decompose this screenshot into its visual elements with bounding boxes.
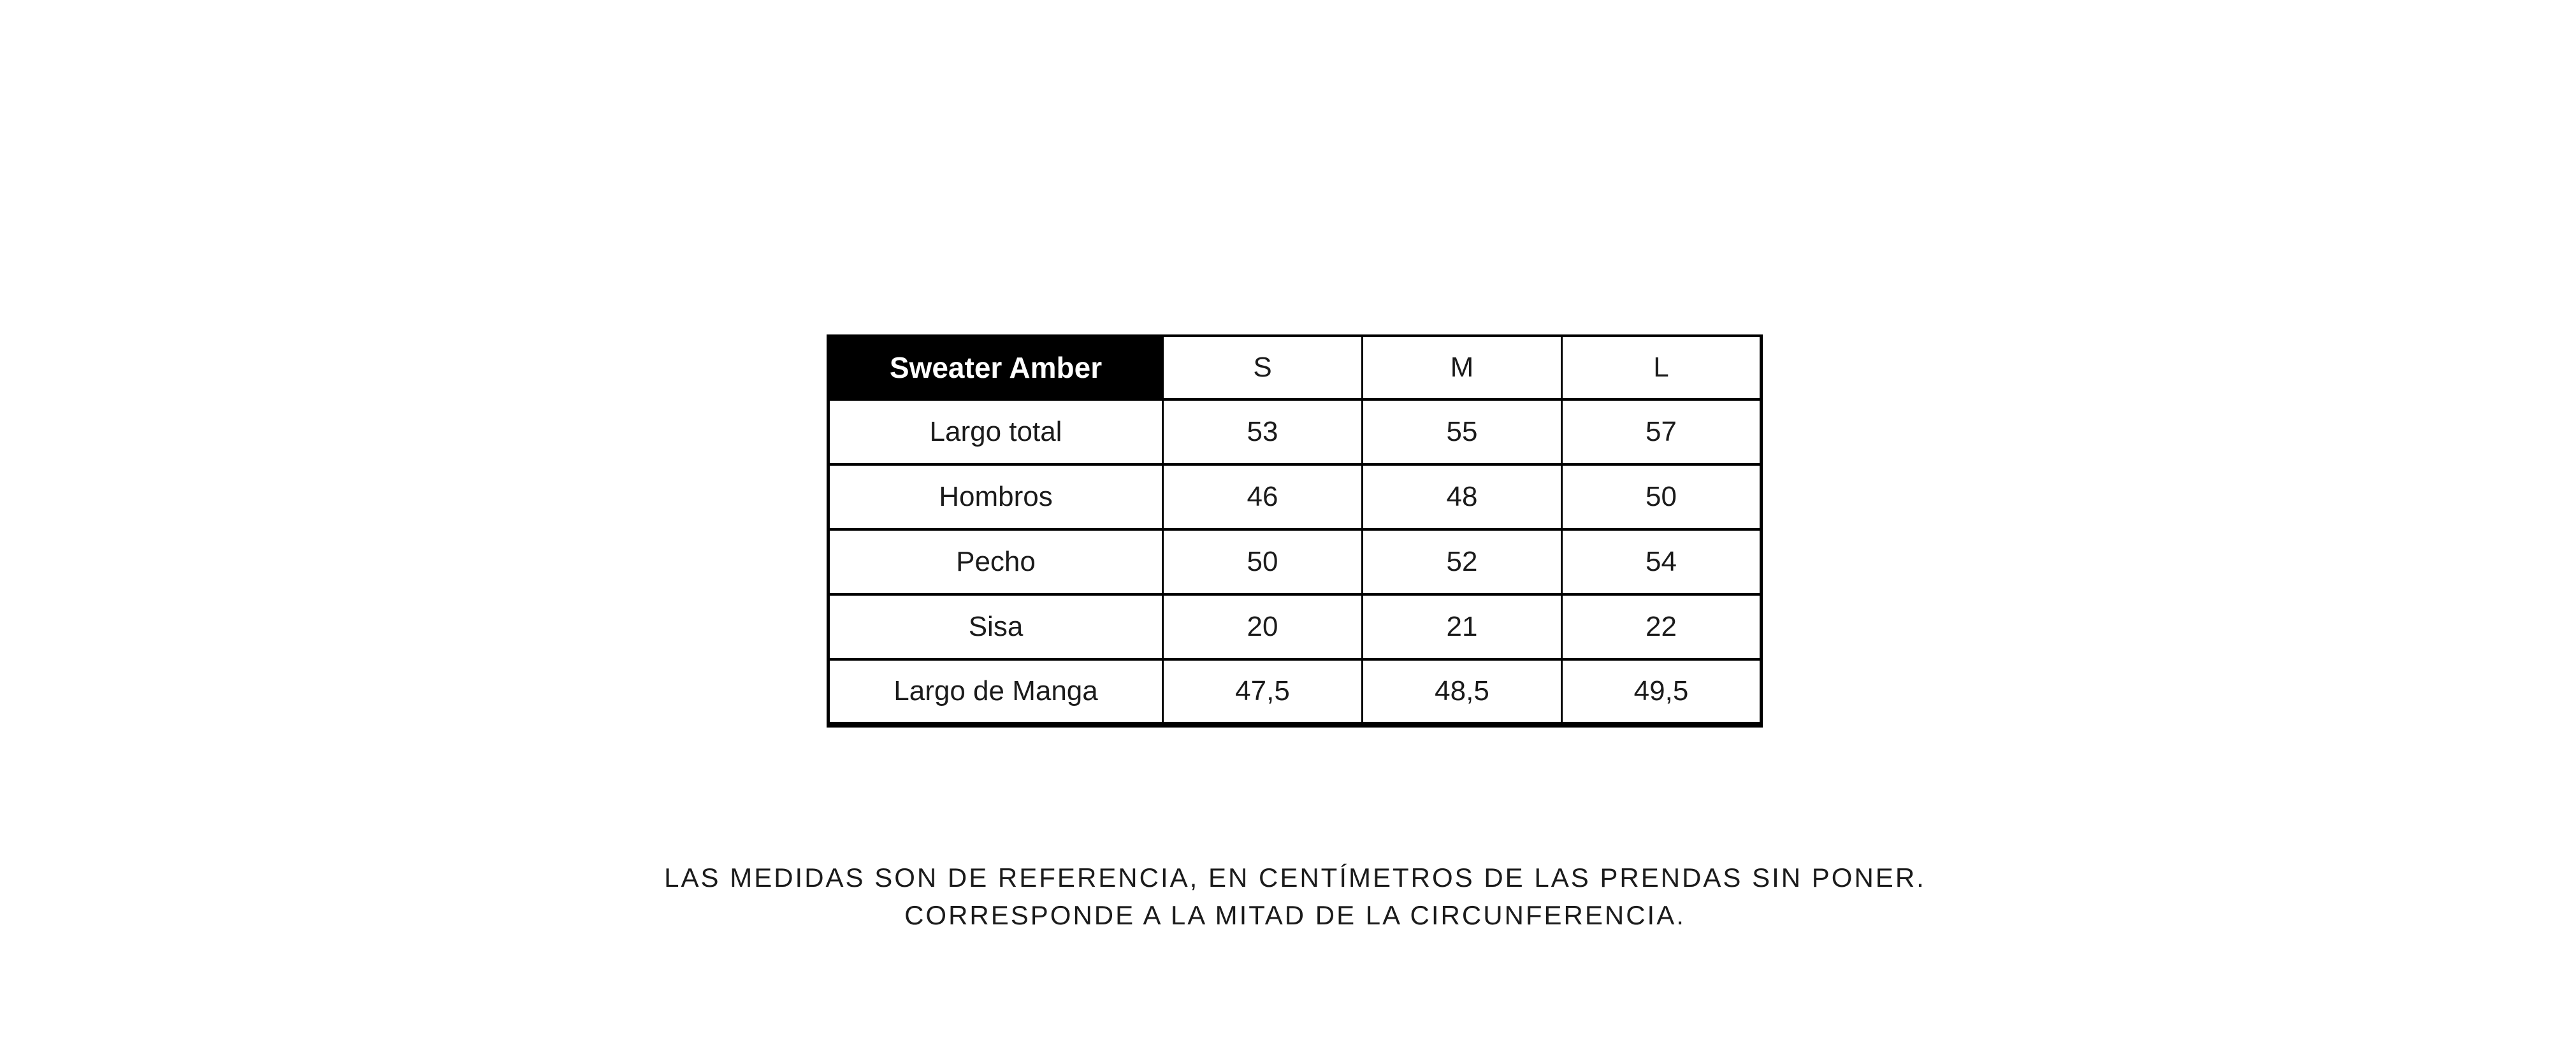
- size-chart-table: [827, 334, 1763, 728]
- measure-value-s: 50: [1163, 529, 1363, 594]
- measure-value-m: 21: [1363, 594, 1562, 659]
- measure-label: Hombros: [829, 464, 1163, 529]
- measure-value-l: 22: [1562, 594, 1762, 659]
- measure-value-s: 20: [1163, 594, 1363, 659]
- header-row: [829, 336, 1762, 399]
- measure-value-m: 48,5: [1363, 659, 1562, 724]
- table-row-sisa: [829, 594, 1762, 659]
- size-header-s: S: [1163, 336, 1363, 399]
- measure-value-s: 46: [1163, 464, 1363, 529]
- measure-value-s: 53: [1163, 399, 1363, 464]
- measure-value-m: 52: [1363, 529, 1562, 594]
- measure-value-l: 54: [1562, 529, 1762, 594]
- measure-value-l: 57: [1562, 399, 1762, 464]
- measure-value-m: 48: [1363, 464, 1562, 529]
- measurement-note: [7, 859, 2576, 934]
- table-row-pecho: [829, 529, 1762, 594]
- size-header-l: L: [1562, 336, 1762, 399]
- measurement-note-line1: LAS MEDIDAS SON DE REFERENCIA, EN CENTÍMETROS DE LAS PRENDAS SIN PONER.: [664, 863, 1926, 893]
- size-header-m: M: [1363, 336, 1562, 399]
- measure-value-s: 47,5: [1163, 659, 1363, 724]
- table-row-largo-total: [829, 399, 1762, 464]
- product-name-cell: Sweater Amber: [829, 336, 1163, 399]
- measure-label: Largo total: [829, 399, 1163, 464]
- measure-label: Sisa: [829, 594, 1163, 659]
- measurement-note-line2: CORRESPONDE A LA MITAD DE LA CIRCUNFERENCIA.: [904, 900, 1686, 930]
- measure-label: Pecho: [829, 529, 1163, 594]
- measure-label: Largo de Manga: [829, 659, 1163, 724]
- measure-value-m: 55: [1363, 399, 1562, 464]
- table-row-largo-de-manga: [829, 659, 1762, 724]
- measure-value-l: 49,5: [1562, 659, 1762, 724]
- measure-value-l: 50: [1562, 464, 1762, 529]
- table-row-hombros: [829, 464, 1762, 529]
